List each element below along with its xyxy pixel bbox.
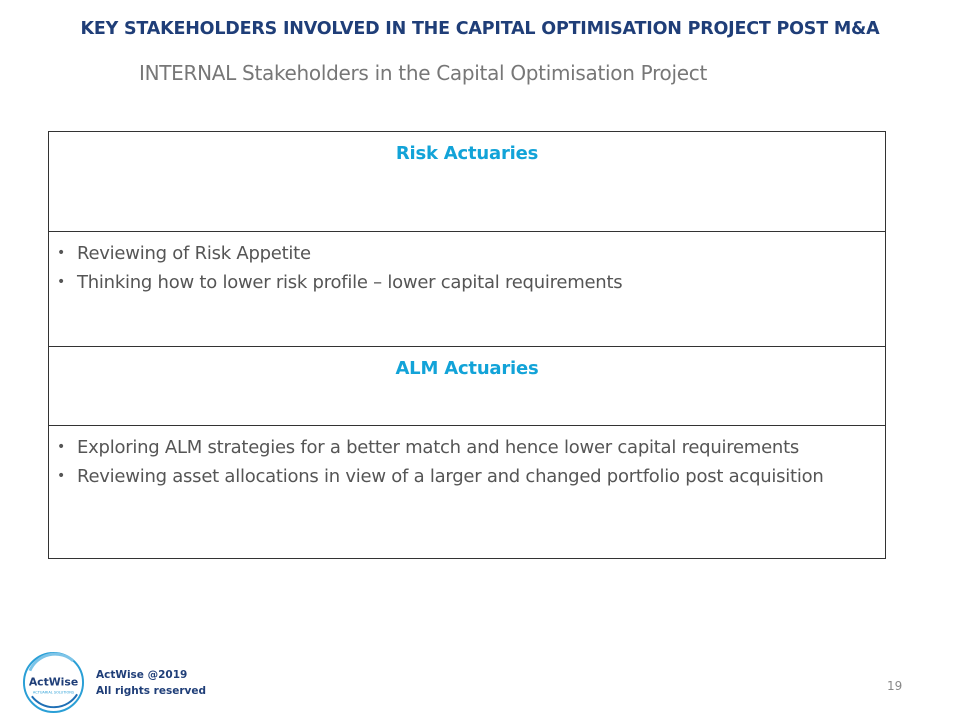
bullet-text: Reviewing of Risk Appetite — [77, 243, 311, 264]
logo-wordmark: ActWise — [28, 675, 79, 689]
footer-line-1: ActWise @2019 — [96, 669, 188, 681]
bullet-icon: • — [57, 468, 66, 484]
footer-copyright — [96, 667, 206, 699]
bullet-list — [49, 232, 885, 297]
logo-tagline: ACTUARIAL SOLUTIONS — [32, 690, 75, 695]
bullet-icon: • — [57, 245, 66, 261]
section-heading-row — [49, 346, 885, 425]
section-heading-row — [49, 132, 885, 231]
section-heading: ALM Actuaries — [395, 358, 539, 379]
bullet-item — [57, 239, 885, 268]
section-body-row — [49, 231, 885, 346]
bullet-text: Reviewing asset allocations in view of a larger and changed portfolio post acquisition — [77, 466, 824, 487]
slide-title: KEY STAKEHOLDERS INVOLVED IN THE CAPITAL OPTIMISATION PROJECT POST M&A — [80, 19, 880, 39]
bullet-text: Thinking how to lower risk profile – lower capital requirements — [77, 272, 623, 293]
section-heading: Risk Actuaries — [395, 143, 539, 164]
section-body-row — [49, 425, 885, 560]
bullet-icon: • — [57, 274, 66, 290]
bullet-item — [57, 268, 885, 297]
bullet-text: Exploring ALM strategies for a better match and hence lower capital requirements — [77, 437, 800, 458]
stakeholder-table — [48, 131, 886, 559]
actwise-logo — [22, 651, 85, 714]
bullet-icon: • — [57, 439, 66, 455]
slide-subtitle: INTERNAL Stakeholders in the Capital Optimisation Project — [139, 61, 707, 85]
page-number: 19 — [887, 679, 903, 693]
footer-line-2: All rights reserved — [96, 685, 207, 697]
bullet-list — [49, 426, 885, 491]
bullet-item — [57, 462, 885, 491]
bullet-item — [57, 433, 885, 462]
